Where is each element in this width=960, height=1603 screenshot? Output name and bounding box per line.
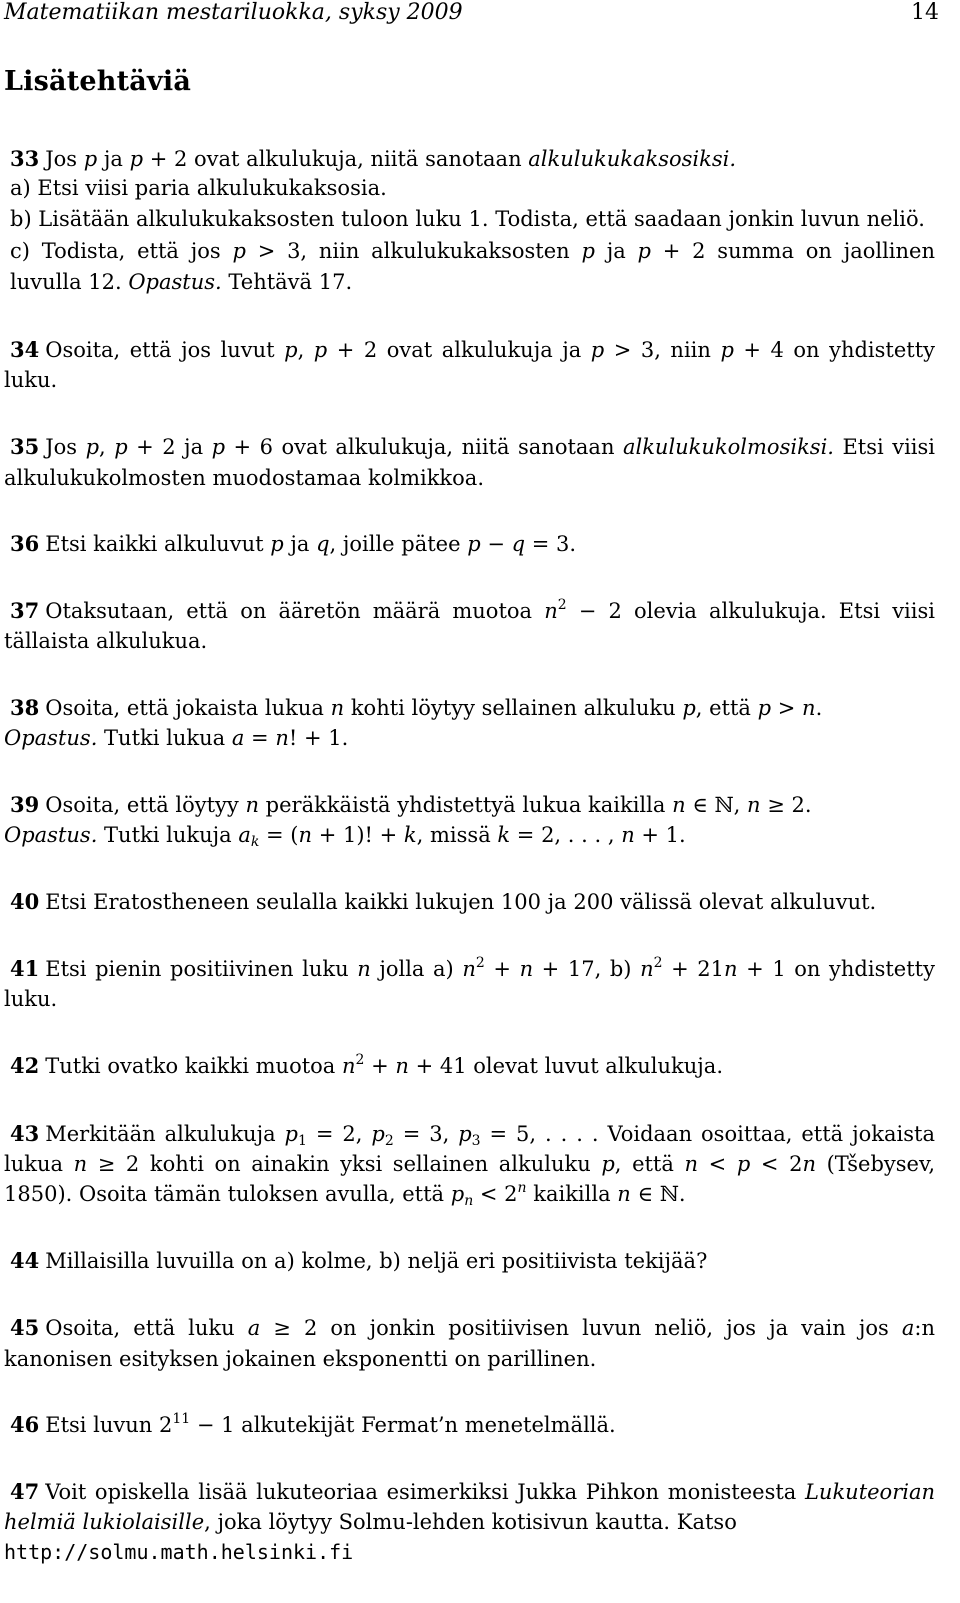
- problem-41-line-2: luku.: [4, 987, 58, 1011]
- problem-number: 40: [10, 889, 40, 914]
- problem-number: 46: [10, 1412, 40, 1437]
- section-title: Lisätehtäviä: [4, 66, 192, 97]
- problem-38-line-2: Opastus. Tutki lukua a = n! + 1.: [4, 726, 349, 750]
- problem-44-line-1: 44 Millaisilla luvuilla on a) kolme, b) neljä eri positiivista tekijää?: [10, 1248, 708, 1273]
- problem-number: 34: [10, 337, 40, 362]
- problem-41-line-1: 41 Etsi pienin positiivinen luku n jolla a) $n^2 + n + 17$, b) $n^2 + 21n + 1$ on yhdistetty: [10, 955, 935, 981]
- problem-40-line-1: 40 Etsi Eratostheneen seulalla kaikki lukujen 100 ja 200 välissä olevat alkuluvut.: [10, 889, 877, 914]
- problem-number: 45: [10, 1315, 40, 1340]
- problem-number: 44: [10, 1248, 40, 1273]
- problem-45-line-2: kanonisen esityksen jokainen eksponentti on parillinen.: [4, 1347, 597, 1371]
- solmu-link[interactable]: http://solmu.math.helsinki.fi: [4, 1540, 354, 1564]
- problem-46-line-1: 46 Etsi luvun $2^{11} - 1$ alkutekijät Fermat’n menetelmällä.: [10, 1411, 616, 1437]
- problem-43-line-2: lukua n ≥ 2 kohti on ainakin yksi sellainen alkuluku p, että n < p < 2n (Tšebysev,: [4, 1152, 935, 1176]
- problem-33-line-2: a) Etsi viisi paria alkulukukaksosia.: [10, 176, 387, 200]
- problem-38-line-1: 38 Osoita, että jokaista lukua n kohti löytyy sellainen alkuluku p, että p > n.: [10, 695, 823, 720]
- problem-33-line-1: 33 Jos p ja p + 2 ovat alkulukuja, niitä sanotaan alkulukukaksosiksi.: [10, 146, 737, 171]
- problem-47-line-1: 47 Voit opiskella lisää lukuteoriaa esimerkiksi Jukka Pihkon monisteesta Lukuteorian: [10, 1479, 935, 1504]
- problem-34-line-1: 34 Osoita, että jos luvut p, p + 2 ovat alkulukuja ja p > 3, niin p + 4 on yhdistetty: [10, 337, 936, 362]
- problem-36-line-1: 36 Etsi kaikki alkuluvut p ja q, joille pätee p − q = 3.: [10, 531, 577, 556]
- problem-37-line-1: 37 Otaksutaan, että on ääretön määrä muotoa $n^2 - 2$ olevia alkulukuja. Etsi viisi: [10, 597, 935, 623]
- problem-43-line-1: 43 Merkitään alkulukuja $p_1 = 2$, $p_2 = 3$, $p_3 = 5$, . . . . Voidaan osoittaa, että jokaista: [10, 1121, 935, 1149]
- header-title: Matematiikan mestariluokka, syksy 2009: [4, 0, 463, 25]
- problem-number: 35: [10, 434, 40, 459]
- problem-35-line-1: 35 Jos p, p + 2 ja p + 6 ovat alkulukuja, niitä sanotaan alkulukukolmosiksi. Etsi viisi: [10, 434, 935, 459]
- problem-43-line-3: 1850). Osoita tämän tuloksen avulla, että $p_n < 2^n$ kaikilla n ∈ ℕ.: [4, 1180, 686, 1209]
- problem-39-line-2: Opastus. Tutki lukuja $a_k = (n + 1)$! + k, missä k = 2, . . . , n + 1.: [4, 823, 686, 850]
- problem-39-line-1: 39 Osoita, että löytyy n peräkkäistä yhdistettyä lukua kaikilla n ∈ ℕ, n ≥ 2.: [10, 792, 812, 817]
- problem-number: 36: [10, 531, 40, 556]
- problem-number: 43: [10, 1121, 40, 1146]
- problem-33-line-3: b) Lisätään alkulukukaksosten tuloon luku 1. Todista, että saadaan jonkin luvun neliö.: [10, 207, 925, 231]
- problem-34-line-2: luku.: [4, 368, 58, 392]
- problem-number: 42: [10, 1053, 40, 1078]
- problem-number: 38: [10, 695, 40, 720]
- problem-35-line-2: alkulukukolmosten muodostamaa kolmikkoa.: [4, 466, 484, 490]
- problem-number: 37: [10, 598, 40, 623]
- problem-42-line-1: 42 Tutki ovatko kaikki muotoa $n^2 + n + 41$ olevat luvut alkulukuja.: [10, 1052, 723, 1078]
- running-header: [4, 0, 939, 25]
- problem-number: 41: [10, 956, 40, 981]
- problem-33-line-4: c) Todista, että jos p > 3, niin alkulukukaksosten p ja p + 2 summa on jaollinen: [10, 239, 935, 263]
- page-number: 14: [911, 0, 939, 25]
- problem-number: 47: [10, 1479, 40, 1504]
- problem-47-line-2: helmiä lukiolaisille, joka löytyy Solmu-lehden kotisivun kautta. Katso: [4, 1510, 737, 1534]
- problem-45-line-1: 45 Osoita, että luku a ≥ 2 on jonkin positiivisen luvun neliö, jos ja vain jos a:n: [10, 1315, 935, 1340]
- problem-number: 39: [10, 792, 40, 817]
- problem-37-line-2: tällaista alkulukua.: [4, 629, 208, 653]
- problem-33-line-5: luvulla 12. Opastus. Tehtävä 17.: [10, 270, 353, 294]
- problem-number: 33: [10, 146, 40, 171]
